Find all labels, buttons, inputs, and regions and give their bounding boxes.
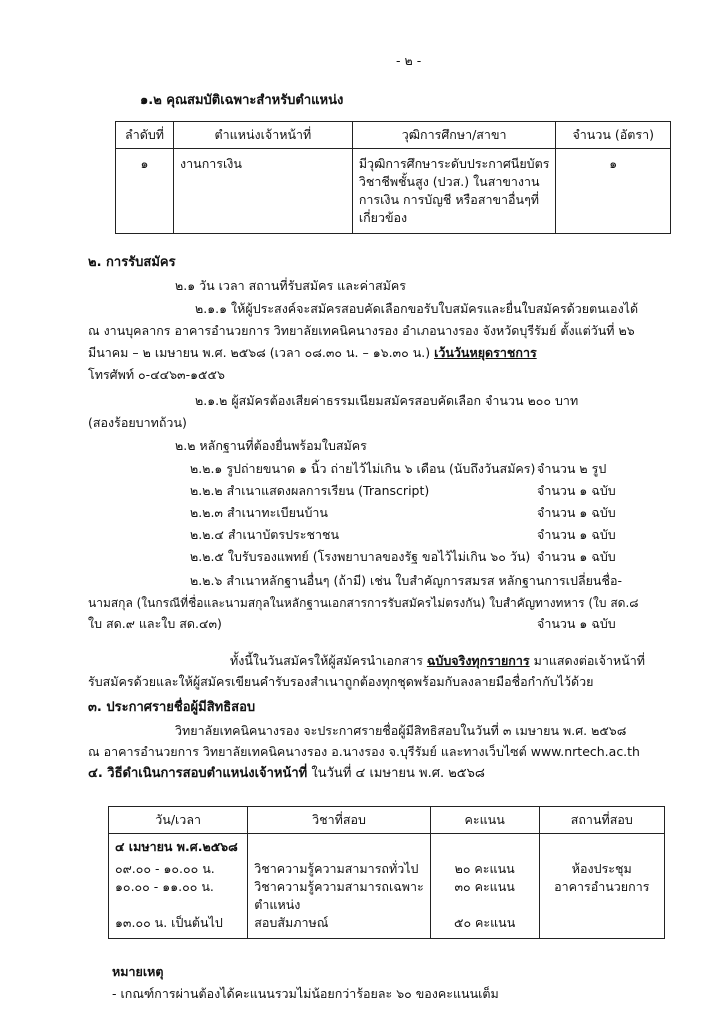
exam-subject: สอบสัมภาษณ์ [254, 915, 329, 930]
exam-subject: วิชาความรู้ความสามารถเฉพาะ [254, 879, 424, 894]
column-header-order: ลำดับที่ [116, 122, 174, 149]
document-quantity: จำนวน ๑ ฉบับ [537, 483, 616, 498]
exam-time: ๑๓.๐๐ น. เป็นต้นไป [115, 915, 223, 930]
exam-date: ๔ เมษายน พ.ศ.๒๕๖๘ [115, 839, 238, 854]
cell-venue [539, 834, 664, 939]
qualification-line: มีวุฒิการศึกษาระดับประกาศนียบัตร [358, 156, 550, 171]
remark-line: - เกณฑ์การผ่านต้องได้คะแนนรวมไม่น้อยกว่าร้อยละ ๖๐ ของคะแนนเต็ม [112, 986, 499, 1001]
column-header-count: จำนวน (อัตรา) [556, 122, 671, 149]
column-header-venue: สถานที่สอบ [539, 807, 664, 834]
column-header-date-time: วัน/เวลา [109, 807, 248, 834]
table-header-row [116, 122, 671, 149]
document-item-6-line2: นามสกุล (ในกรณีที่ชื่อและนามสกุลในหลักฐานเอกสารการรับสมัครไม่ตรงกัน) ใบสำคัญทางทหาร (ใบ สด.๘ [88, 596, 639, 610]
application-period-text: มีนาคม – ๒ เมษายน พ.ศ. ๒๕๖๘ (เวลา ๐๘.๓๐ น. – ๑๖.๓๐ น.) [88, 345, 435, 360]
exam-score: ๓๐ คะแนน [454, 879, 515, 894]
exam-time: ๐๙.๐๐ - ๑๐.๐๐ น. [115, 861, 215, 876]
cell-score [430, 834, 539, 939]
eligible-list-line2: ณ อาคารอำนวยการ วิทยาลัยเทคนิคนางรอง อ.นางรอง จ.บุรีรัมย์ และทางเว็บไซต์ www.nrtech.ac.th [88, 744, 640, 759]
cell-order: ๑ [116, 149, 174, 234]
exam-subject: วิชาความรู้ความสามารถทั่วไป [254, 861, 419, 876]
exam-time [115, 896, 241, 914]
exam-score: ๕๐ คะแนน [453, 915, 516, 930]
qualifications-table [115, 121, 671, 234]
page-number: - ๒ - [396, 53, 422, 68]
exam-subject: ตำแหน่ง [254, 897, 301, 912]
section-heading-exam-method [88, 765, 485, 783]
exam-method-title: ๔. วิธีดำเนินการสอบตำแหน่งเจ้าหน้าที่ [88, 766, 308, 781]
document-quantity: จำนวน ๑ ฉบับ [537, 527, 616, 542]
note-text: มาแสดงต่อเจ้าหน้าที่ [529, 653, 646, 668]
exam-score [437, 896, 533, 914]
document-item-6-line1: ๒.๒.๖ สำเนาหลักฐานอื่นๆ (ถ้ามี) เช่น ใบสำคัญการสมรส หลักฐานการเปลี่ยนชื่อ- [190, 573, 622, 588]
paragraph-2-1-2-line1: ๒.๑.๒ ผู้สมัครต้องเสียค่าธรรมเนียมสมัครสอบคัดเลือก จำนวน ๒๐๐ บาท [195, 393, 579, 408]
table-header-row [109, 807, 665, 834]
all-originals-text: ฉบับจริงทุกรายการ [426, 653, 530, 668]
remark-heading: หมายเหตุ [112, 964, 164, 979]
column-header-score: คะแนน [430, 807, 539, 834]
paragraph-2-1-1-line2: ณ งานบุคลากร อาคารอำนวยการ วิทยาลัยเทคนิคนางรอง อำเภอนางรอง จังหวัดบุรีรัมย์ ตั้งแต่วันที่ ๒๖ [88, 323, 635, 338]
cell-position: งานการเงิน [174, 149, 353, 234]
document-item: ๒.๒.๓ สำเนาทะเบียนบ้าน [190, 505, 328, 520]
cell-count: ๑ [556, 149, 671, 234]
paragraph-2-1-1-line3 [88, 344, 537, 362]
document-item: ๒.๒.๔ สำเนาบัตรประชาชน [190, 527, 340, 542]
qualification-line: เกี่ยวข้อง [358, 210, 408, 225]
paragraph-2-1-1-line1: ๒.๑.๑ ให้ผู้ประสงค์จะสมัครสอบคัดเลือกขอรับใบสมัครและยื่นใบสมัครด้วยตนเองได้ [195, 301, 639, 316]
document-quantity: จำนวน ๑ ฉบับ [537, 505, 616, 520]
section-heading-application: ๒. การรับสมัคร [88, 255, 176, 270]
cell-qualification [352, 149, 556, 234]
column-header-qualification: วุฒิการศึกษา/สาขา [352, 122, 556, 149]
table-row [116, 149, 671, 234]
exam-date-text: ในวันที่ ๔ เมษายน พ.ศ. ๒๕๖๘ [307, 766, 485, 781]
paragraph-2-1-2-line2: (สองร้อยบาทถ้วน) [88, 415, 187, 430]
document-quantity: จำนวน ๒ รูป [537, 461, 607, 476]
qualification-line: วิชาชีพชั้นสูง (ปวส.) ในสาขางาน [358, 174, 540, 189]
cell-subject [248, 834, 430, 939]
document-quantity: จำนวน ๑ ฉบับ [537, 616, 616, 631]
document-item: ๒.๒.๒ สำเนาแสดงผลการเรียน (Transcript) [190, 483, 430, 498]
exam-time: ๑๐.๐๐ - ๑๑.๐๐ น. [115, 879, 214, 894]
phone-number-text: โทรศัพท์ ๐-๔๔๖๓-๑๕๕๖ [88, 367, 225, 382]
document-quantity: จำนวน ๑ ฉบับ [537, 549, 616, 564]
except-holidays-text: เว้นวันหยุดราชการ [434, 345, 537, 360]
table-row [109, 834, 665, 939]
original-documents-note-line2: รับสมัครด้วยและให้ผู้สมัครเขียนคำรับรองสำเนาถูกต้องทุกชุดพร้อมกับลงลายมือชื่อกำกับไว้ด้วย [88, 674, 594, 689]
exam-venue: อาคารอำนวยการ [554, 879, 650, 894]
subsection-2-2: ๒.๒ หลักฐานที่ต้องยื่นพร้อมใบสมัคร [175, 438, 367, 453]
original-documents-note-line1 [230, 652, 645, 670]
section-heading-qualifications: ๑.๒ คุณสมบัติเฉพาะสำหรับตำแหน่ง [140, 93, 344, 108]
subsection-2-1: ๒.๑ วัน เวลา สถานที่รับสมัคร และค่าสมัคร [175, 278, 406, 293]
document-item: ๒.๒.๑ รูปถ่ายขนาด ๑ นิ้ว ถ่ายไว้ไม่เกิน ๖ เดือน (นับถึงวันสมัคร) [190, 461, 536, 476]
document-item: ๒.๒.๕ ใบรับรองแพทย์ (โรงพยาบาลของรัฐ ขอไว้ไม่เกิน ๖๐ วัน) [190, 549, 531, 564]
section-heading-eligible-list: ๓. ประกาศรายชื่อผู้มีสิทธิสอบ [88, 700, 256, 715]
exam-score: ๒๐ คะแนน [454, 861, 515, 876]
note-text: ทั้งนี้ในวันสมัครให้ผู้สมัครนำเอกสาร [230, 653, 427, 668]
column-header-subject: วิชาที่สอบ [248, 807, 430, 834]
eligible-list-line1: วิทยาลัยเทคนิคนางรอง จะประกาศรายชื่อผู้มีสิทธิสอบในวันที่ ๓ เมษายน พ.ศ. ๒๕๖๘ [175, 723, 627, 738]
exam-venue: ห้องประชุม [571, 861, 632, 876]
column-header-position: ตำแหน่งเจ้าหน้าที่ [174, 122, 353, 149]
exam-schedule-table [108, 806, 665, 939]
qualification-line: การเงิน การบัญชี หรือสาขาอื่นๆที่ [358, 192, 540, 207]
document-item-6-line3: ใบ สด.๙ และใบ สด.๔๓) [88, 616, 222, 631]
cell-date-time [109, 834, 248, 939]
